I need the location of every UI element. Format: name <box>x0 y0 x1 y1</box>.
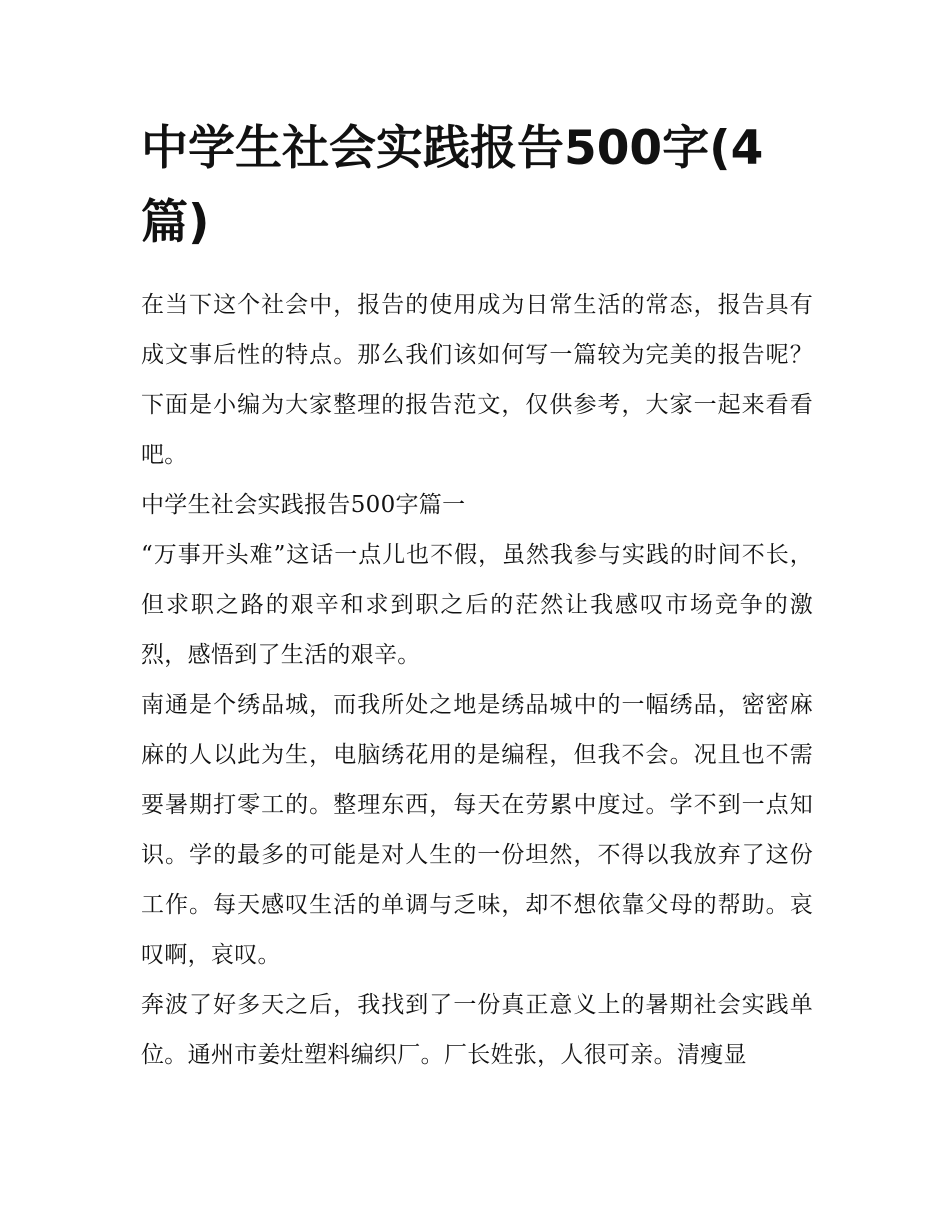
document-body <box>141 112 813 1080</box>
body-paragraph: 奔波了好多天之后，我找到了一份真正意义上的暑期社会实践单位。通州市姜灶塑料编织厂。厂长姓张，人很可亲。清瘦显 <box>141 992 813 1068</box>
intro-paragraph: 在当下这个社会中，报告的使用成为日常生活的常态，报告具有成文事后性的特点。那么我们该如何写一篇较为完美的报告呢？下面是小编为大家整理的报告范文，仅供参考，大家一起来看看吧。 <box>141 292 813 468</box>
document-title: 中学生社会实践报告500字(4篇) <box>141 121 764 250</box>
body-paragraph: 南通是个绣品城，而我所处之地是绣品城中的一幅绣品，密密麻麻的人以此为生，电脑绣花用的是编程，但我不会。况且也不需要暑期打零工的。整理东西，每天在劳累中度过。学不到一点知识。学的最多的可能是对人生的一份坦然，不得以我放弃了这份工作。每天感叹生活的单调与乏味，却不想依靠父母的帮助。哀叹啊，哀叹。 <box>141 692 813 968</box>
section-heading: 中学生社会实践报告500字篇一 <box>141 492 466 518</box>
body-paragraph: “万事开头难”这话一点儿也不假，虽然我参与实践的时间不长，但求职之路的艰辛和求到职之后的茫然让我感叹市场竞争的激烈，感悟到了生活的艰辛。 <box>141 542 813 668</box>
